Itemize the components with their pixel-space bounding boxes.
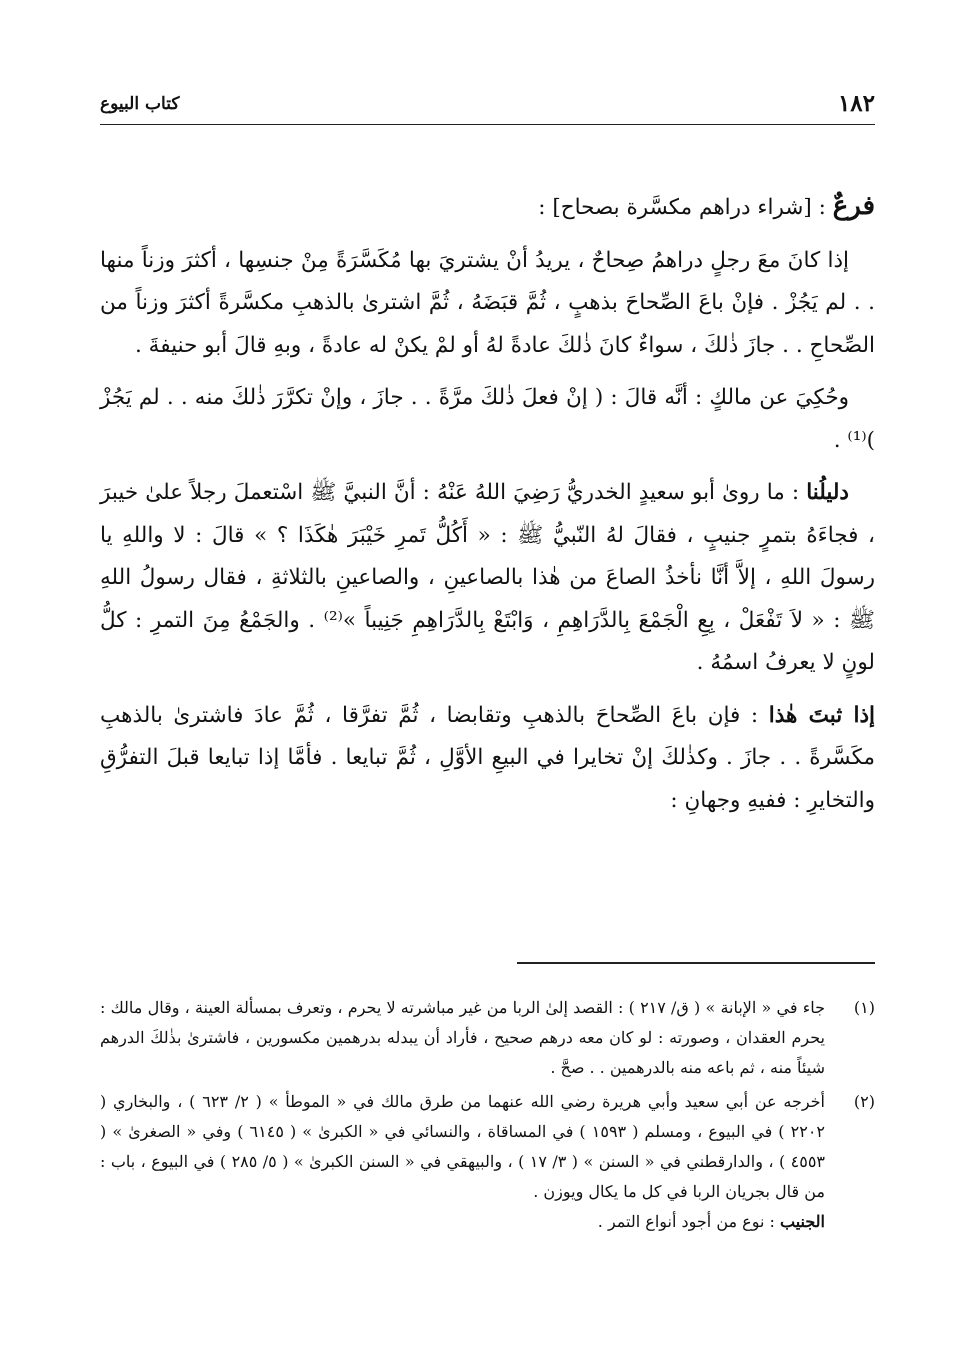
footnote-1-text: جاء في « الإبانة » ( ق/ ٢١٧ ) : القصد إلىٰ الربا من غير مباشرته لا يحرم ، وتعرف بمسألة العينة ، وقال مالك : يحرم العقدان ، وصورته : لو كان معه درهم صحيح ، فأراد أن يبدله بدرهمين مكسورين ، فاشترىٰ بذٰلكَ الدرهم شيئاً منه ، ثم باعه منه بالدرهمين . . صحَّ . bbox=[100, 998, 825, 1077]
paragraph-4 bbox=[100, 695, 875, 823]
section-label: فرعٌ bbox=[832, 191, 875, 221]
gloss-text: : نوع من أجود أنواع التمر . bbox=[597, 1212, 780, 1231]
section-title: : [شراء دراهم مكسَّرة بصحاح] : bbox=[538, 195, 833, 220]
footnote-2 bbox=[100, 1087, 875, 1237]
page-number: ١٨٢ bbox=[837, 90, 875, 117]
footnote-1-number: (١) bbox=[853, 998, 875, 1017]
main-text bbox=[100, 185, 875, 832]
gloss-term: الجنيب bbox=[779, 1212, 825, 1231]
paragraph-1: إذا كانَ معَ رجلٍ دراهمُ صِحاحٌ ، يريدُ أنْ يشتريَ بها مُكَسَّرَةً مِنْ جنسِها ، أكثرَ وزناً منها . . لم يَجُزْ . فإنْ باعَ الصِّحاحَ بذهبٍ ، ثُمَّ قبَضَهُ ، ثُمَّ اشترىٰ بالذهبِ مكسَّرةً أكثرَ وزناً من الصِّحاحِ . . جازَ ذٰلكَ ، سواءٌ كانَ ذٰلكَ عادةً لهُ أو لمْ يكنْ له عادةً ، وبهِ قالَ أبو حنيفةَ . bbox=[100, 247, 875, 358]
section-heading bbox=[100, 185, 875, 230]
paragraph-4-text: : فإن باعَ الصِّحاحَ بالذهبِ وتقابضا ، ثُمَّ تفرَّقا ، ثُمَّ عادَ فاشترىٰ بالذهبِ مكَسَّرةً . . جازَ . وكذٰلكَ إنْ تخايرا في البيعِ الأوَّلِ ، ثُمَّ تبايعا . فأمَّا إذا تبايعا قبلَ التفرُّقِ والتخايرِ : ففيهِ وجهانِ : bbox=[100, 702, 875, 813]
paragraph-2: وحُكِيَ عن مالكٍ : أنَّه قالَ : ( إنْ فعلَ ذٰلكَ مرَّةً . . جازَ ، وإنْ تكرَّرَ ذٰلكَ منه . . لم يَجُزْ )⁽¹⁾ . bbox=[100, 385, 875, 453]
paragraph-3-label: دليلُنا bbox=[806, 480, 849, 505]
paragraph-3-text: : ما روىٰ أبو سعيدٍ الخدريُّ رَضِيَ اللهُ عَنْهُ : أنَّ النبيَّ ﷺ اسْتعملَ رجلاً علىٰ خيبرَ ، فجاءَهُ بتمرٍ جنيبٍ ، فقالَ لهُ النّبيُّ ﷺ : « أَكُلُّ تَمرِ خَيْبَرَ هٰكَذَا ؟ » قالَ : لا واللهِ يا رسولَ اللهِ ، إلاَّ أنَّا نأخذُ الصاعَ من هٰذا بالصاعينِ ، والصاعينِ بالثلاثةِ ، فقال رسولُ اللهِ ﷺ : « لاَ تَفْعَلْ ، بِعِ الْجَمْعَ بِالدَّرَاهِمِ ، وَابْتَعْ بِالدَّرَاهِمِ جَنِيباً »⁽²⁾ . والجَمْعُ مِنَ التمرِ : كلُّ لونٍ لا يعرفُ اسمُهُ . bbox=[100, 480, 875, 675]
footnote-2-text: أخرجه عن أبي سعيد وأبي هريرة رضي الله عنهما من طرق مالك في « الموطأ » ( ٢/ ٦٢٣ ) ، والبخاري ( ٢٢٠٢ ) في البيوع ، ومسلم ( ١٥٩٣ ) في المساقاة ، والنسائي في « الكبرىٰ » ( ٦١٤٥ ) وفي « الصغرىٰ » ( ٤٥٥٣ ) ، والدارقطني في « السنن » ( ٣/ ١٧ ) ، والبيهقي في « السنن الكبرىٰ » ( ٥/ ٢٨٥ ) في البيوع ، باب : من قال بجريان الربا في كل ما يكال ويوزن . bbox=[100, 1092, 826, 1201]
paragraph-3 bbox=[100, 472, 875, 685]
footnote-divider bbox=[517, 962, 875, 964]
footnote-1 bbox=[100, 993, 875, 1083]
chapter-title: كتاب البيوع bbox=[100, 94, 180, 114]
header-divider bbox=[100, 124, 875, 125]
paragraph-4-label: إذا ثبتَ هٰذا bbox=[768, 702, 876, 728]
footnote-2-number: (٢) bbox=[853, 1092, 875, 1111]
footnote-gloss bbox=[100, 1207, 825, 1237]
page-header bbox=[100, 90, 875, 122]
footnotes bbox=[100, 993, 875, 1241]
